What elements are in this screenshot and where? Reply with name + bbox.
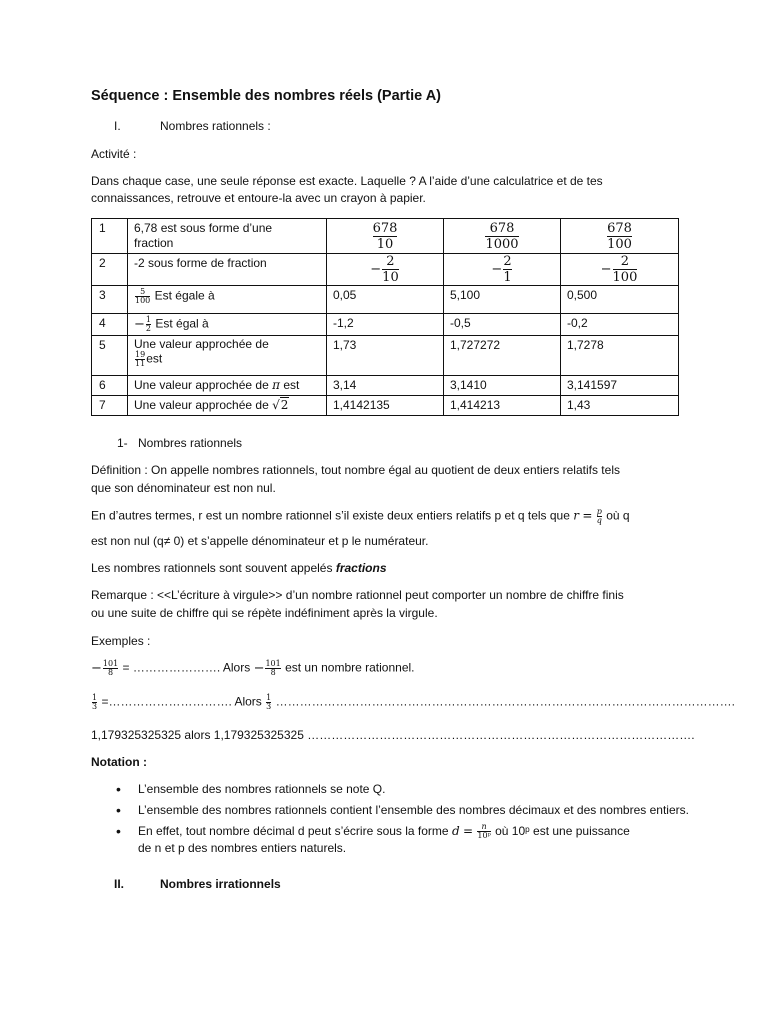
row-number: 6 [92,376,128,396]
other-terms-line-2: est non nul (q≠ 0) et s’appelle dénominateur et p le numérateur. [91,534,429,548]
notation-label: Notation : [91,755,147,769]
answer-b-cell[interactable]: − $\frac{2}{1}$ [444,254,561,286]
answer-a-cell[interactable]: 0,05 [327,286,444,314]
answer-fraction: $\frac{678}{100}$ [607,220,632,252]
question-cell: Une valeur approchée de √2 [128,396,327,416]
sqrt-symbol: √2 [272,398,289,412]
row-number: 5 [92,336,128,376]
row-number: 7 [92,396,128,416]
subsection-heading: Nombres rationnels [138,436,243,450]
example-2: $\frac{1}{3}$ =…………………………. Alors $\frac{1}{3}$ ……………………………………………………………………………………………………. [92,693,735,711]
row-number: 1 [92,219,128,254]
answer-a-cell[interactable] [327,219,444,254]
table-row [92,254,679,286]
answer-fraction: $\frac{2}{100}$ [612,254,638,285]
list-item: • L’ensemble des nombres rationnels se note Q. [113,781,693,798]
example-1: − $\frac{101}{8}$ = …………………. Alors − $\frac{101}{8}$ est un nombre rationnel. [91,659,415,677]
remark-line-2: ou une suite de chiffre qui se répète indéfiniment après la virgule. [91,606,438,620]
table-row [92,219,679,254]
row-number: 3 [92,286,128,314]
answer-c-cell[interactable] [561,219,679,254]
answer-c-cell[interactable]: 1,43 [561,396,679,416]
p-over-q-fraction: $\frac{p}{q}$ [596,507,602,525]
answer-a-cell[interactable]: 3,14 [327,376,444,396]
answer-a-cell[interactable]: 1,73 [327,336,444,376]
table-row [92,396,679,416]
question-text: 6,78 est sous forme d’une [134,221,273,235]
answer-c-cell[interactable]: -0,2 [561,314,679,336]
intro-line-2: connaissances, retrouve et entoure-la avec un crayon à papier. [91,191,426,205]
example-fraction: $\frac{1}{3}$ [92,693,98,711]
row-number: 4 [92,314,128,336]
question-cell: $\frac{5}{100}$ Est égale à [128,286,327,314]
section-1-number: I. [114,119,121,133]
activity-label: Activité : [91,147,137,161]
answer-a-cell[interactable]: 1,4142135 [327,396,444,416]
definition-line-1: Définition : On appelle nombres rationnels, tout nombre égal au quotient de deux entiers relatifs tels [91,463,620,477]
question-cell [128,219,327,254]
examples-label: Exemples : [91,634,151,648]
subsection-number: 1- [117,436,128,450]
question-cell: -2 sous forme de fraction [128,254,327,286]
section-1-heading: Nombres rationnels : [160,119,271,133]
answer-b-cell[interactable] [444,219,561,254]
answer-c-cell[interactable]: − $\frac{2}{100}$ [561,254,679,286]
answer-a-cell[interactable]: − $\frac{2}{10}$ [327,254,444,286]
page-title: Séquence : Ensemble des nombres réels (Partie A) [91,88,442,104]
row-number: 2 [92,254,128,286]
answer-b-cell[interactable]: 1,727272 [444,336,561,376]
question-fraction: $\frac{1}{2}$ [145,315,151,333]
remark-line-1: Remarque : <<L’écriture à virgule>> d’un nombre rationnel peut comporter un nombre de chiffre finis [91,588,624,602]
answer-c-cell[interactable]: 0,500 [561,286,679,314]
answer-fraction: $\frac{678}{1000}$ [485,220,519,252]
example-fraction: $\frac{101}{8}$ [102,659,119,677]
list-item: • L’ensemble des nombres rationnels contient l’ensemble des nombres décimaux et des nombres entiers. [113,802,693,819]
section-2-heading: Nombres irrationnels [160,877,281,891]
question-cell: Une valeur approchée de π est [128,376,327,396]
other-terms-line-1: En d’autres termes, r est un nombre rationnel s’il existe deux entiers relatifs p et q tels que r = $\frac{p}{q}$ où q [91,507,630,525]
list-item: • En effet, tout nombre décimal d peut s’écrire sous la forme d = $\frac{n}{\text{10ᵖ}}$ où 10ᵖ est une puissance de n et p des nombres entiers naturels. [113,823,693,857]
answer-c-cell[interactable]: 1,7278 [561,336,679,376]
qcm-table [91,218,679,416]
answer-b-cell[interactable]: 5,100 [444,286,561,314]
answer-fraction: $\frac{2}{1}$ [503,254,512,285]
question-text: fraction [134,236,174,250]
example-3: 1,179325325325 alors 1,179325325325 ……………………………………………………………………………………. [91,728,695,742]
question-fraction: $\frac{5}{100}$ [135,287,151,305]
answer-b-cell[interactable]: -0,5 [444,314,561,336]
table-row [92,376,679,396]
notation-list [113,781,693,861]
example-fraction: $\frac{101}{8}$ [265,659,281,677]
question-cell: Une valeur approchée de $\frac{19}{11}$ est [128,336,327,376]
intro-line-1: Dans chaque case, une seule réponse est exacte. Laquelle ? A l’aide d’une calculatrice et de tes [91,174,603,188]
answer-fraction: $\frac{678}{10}$ [372,220,398,252]
answer-fraction: $\frac{2}{10}$ [382,254,399,285]
definition-line-2: que son dénominateur est non nul. [91,481,276,495]
answer-c-cell[interactable]: 3,141597 [561,376,679,396]
table-row [92,336,679,376]
answer-b-cell[interactable]: 3,1410 [444,376,561,396]
table-row [92,314,679,336]
section-2-number: II. [114,877,125,891]
question-fraction: $\frac{19}{11}$ [135,350,146,368]
example-fraction: $\frac{1}{3}$ [266,693,272,711]
fractions-line: Les nombres rationnels sont souvent appelés fractions [91,561,387,575]
table-row [92,286,679,314]
answer-a-cell[interactable]: -1,2 [327,314,444,336]
question-cell: − $\frac{1}{2}$ Est égal à [128,314,327,336]
answer-b-cell[interactable]: 1,414213 [444,396,561,416]
n-over-10p-fraction: $\frac{n}{\text{10ᵖ}}$ [477,822,491,841]
